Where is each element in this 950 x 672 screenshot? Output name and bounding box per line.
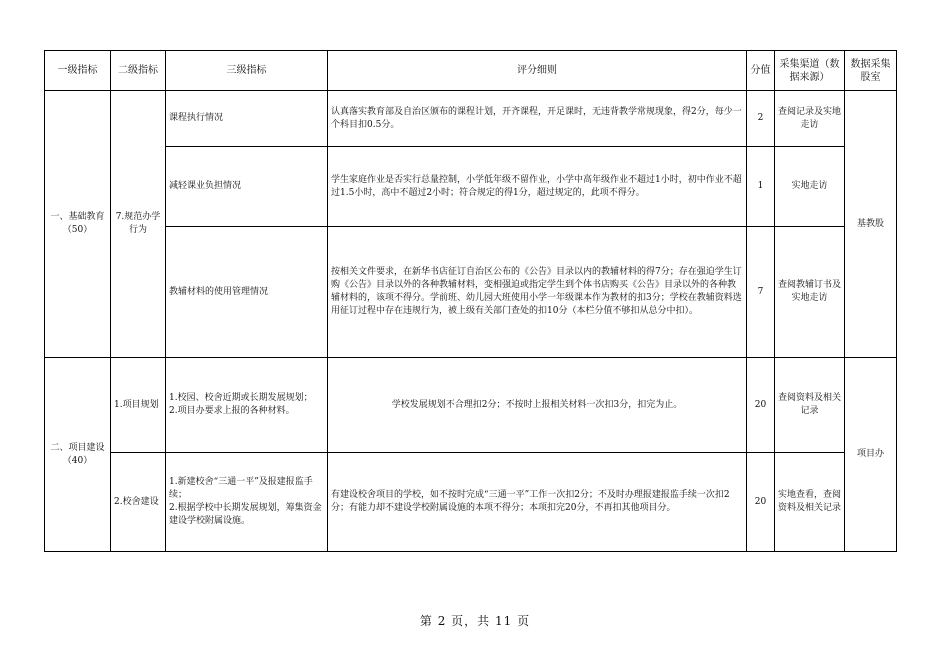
header-level1: 一级指标 [45, 51, 111, 91]
source-cell: 查阅记录及实地走访 [775, 91, 845, 147]
office-cell: 项目办 [845, 358, 897, 552]
level3-cell: 1.新建校舍“三通一平”及报建报监手续； 2.根据学校中长期发展规划，筹集资金建设学校附属设施。 [166, 453, 328, 552]
table-row [45, 227, 897, 358]
level2-cell: 1.项目规划 [111, 358, 166, 453]
level3-cell: 教辅材料的使用管理情况 [166, 227, 328, 358]
score-cell: 2 [747, 91, 775, 147]
detail-cell: 学校发展规划不合理扣2分；不按时上报相关材料一次扣3分，扣完为止。 [328, 358, 747, 453]
level1-cell: 一、基础教育（50） [45, 91, 111, 358]
header-source: 采集渠道（数据来源） [775, 51, 845, 91]
source-cell: 查阅资料及相关记录 [775, 358, 845, 453]
scoring-table-sheet [44, 50, 896, 551]
detail-cell: 认真落实教育部及自治区颁布的课程计划，开齐课程，开足课时，无违背教学常规现象，得2分，每少一个科目扣0.5分。 [328, 91, 747, 147]
score-cell: 20 [747, 453, 775, 552]
table-row [45, 91, 897, 147]
header-level2: 二级指标 [111, 51, 166, 91]
table-row [45, 147, 897, 227]
detail-cell: 有建设校舍项目的学校，如不按时完成“三通一平”工作一次扣2分；不及时办理报建报监手续一次扣2分；有能力却不建设学校附属设施的本项不得分；本项扣完20分，不再扣其他项目分。 [328, 453, 747, 552]
level2-cell: 7.规范办学行为 [111, 91, 166, 358]
detail-cell: 按相关文件要求，在新华书店征订自治区公布的《公告》目录以内的教辅材料的得7分；存在强迫学生订购《公告》目录以外的各种教辅材料，变相强迫或指定学生到个体书店购买《公告》目录以外的各种教辅材料的，该项不得分。学前班、幼儿园大班使用小学一年级课本作为教材的扣3分；学校在教辅资料选用征订过程中存在违规行为，被上级有关部门查处的扣10分（本栏分值不够扣从总分中扣）。 [328, 227, 747, 358]
source-cell: 实地走访 [775, 147, 845, 227]
page-number-footer: 第 2 页，共 11 页 [419, 614, 531, 628]
detail-cell: 学生家庭作业是否实行总量控制，小学低年级不留作业，小学中高年级作业不超过1小时，初中作业不超过1.5小时，高中不超过2小时；符合规定的得1分，超过规定的，此项不得分。 [328, 147, 747, 227]
header-detail: 评分细则 [328, 51, 747, 91]
scoring-table [44, 50, 897, 552]
level2-cell: 2.校舍建设 [111, 453, 166, 552]
table-row [45, 358, 897, 453]
source-cell: 查阅教辅订书及实地走访 [775, 227, 845, 358]
score-cell: 7 [747, 227, 775, 358]
score-cell: 20 [747, 358, 775, 453]
level3-cell: 1.校园、校舍近期或长期发展规划； 2.项目办要求上报的各种材料。 [166, 358, 328, 453]
level3-cell: 减轻课业负担情况 [166, 147, 328, 227]
header-score: 分值 [747, 51, 775, 91]
score-cell: 1 [747, 147, 775, 227]
header-row [45, 51, 897, 91]
office-cell: 基教股 [845, 91, 897, 358]
source-cell: 实地查看，查阅资料及相关记录 [775, 453, 845, 552]
header-office: 数据采集股室 [845, 51, 897, 91]
level1-cell: 二、项目建设（40） [45, 358, 111, 552]
level3-cell: 课程执行情况 [166, 91, 328, 147]
header-level3: 三级指标 [166, 51, 328, 91]
table-row [45, 453, 897, 552]
